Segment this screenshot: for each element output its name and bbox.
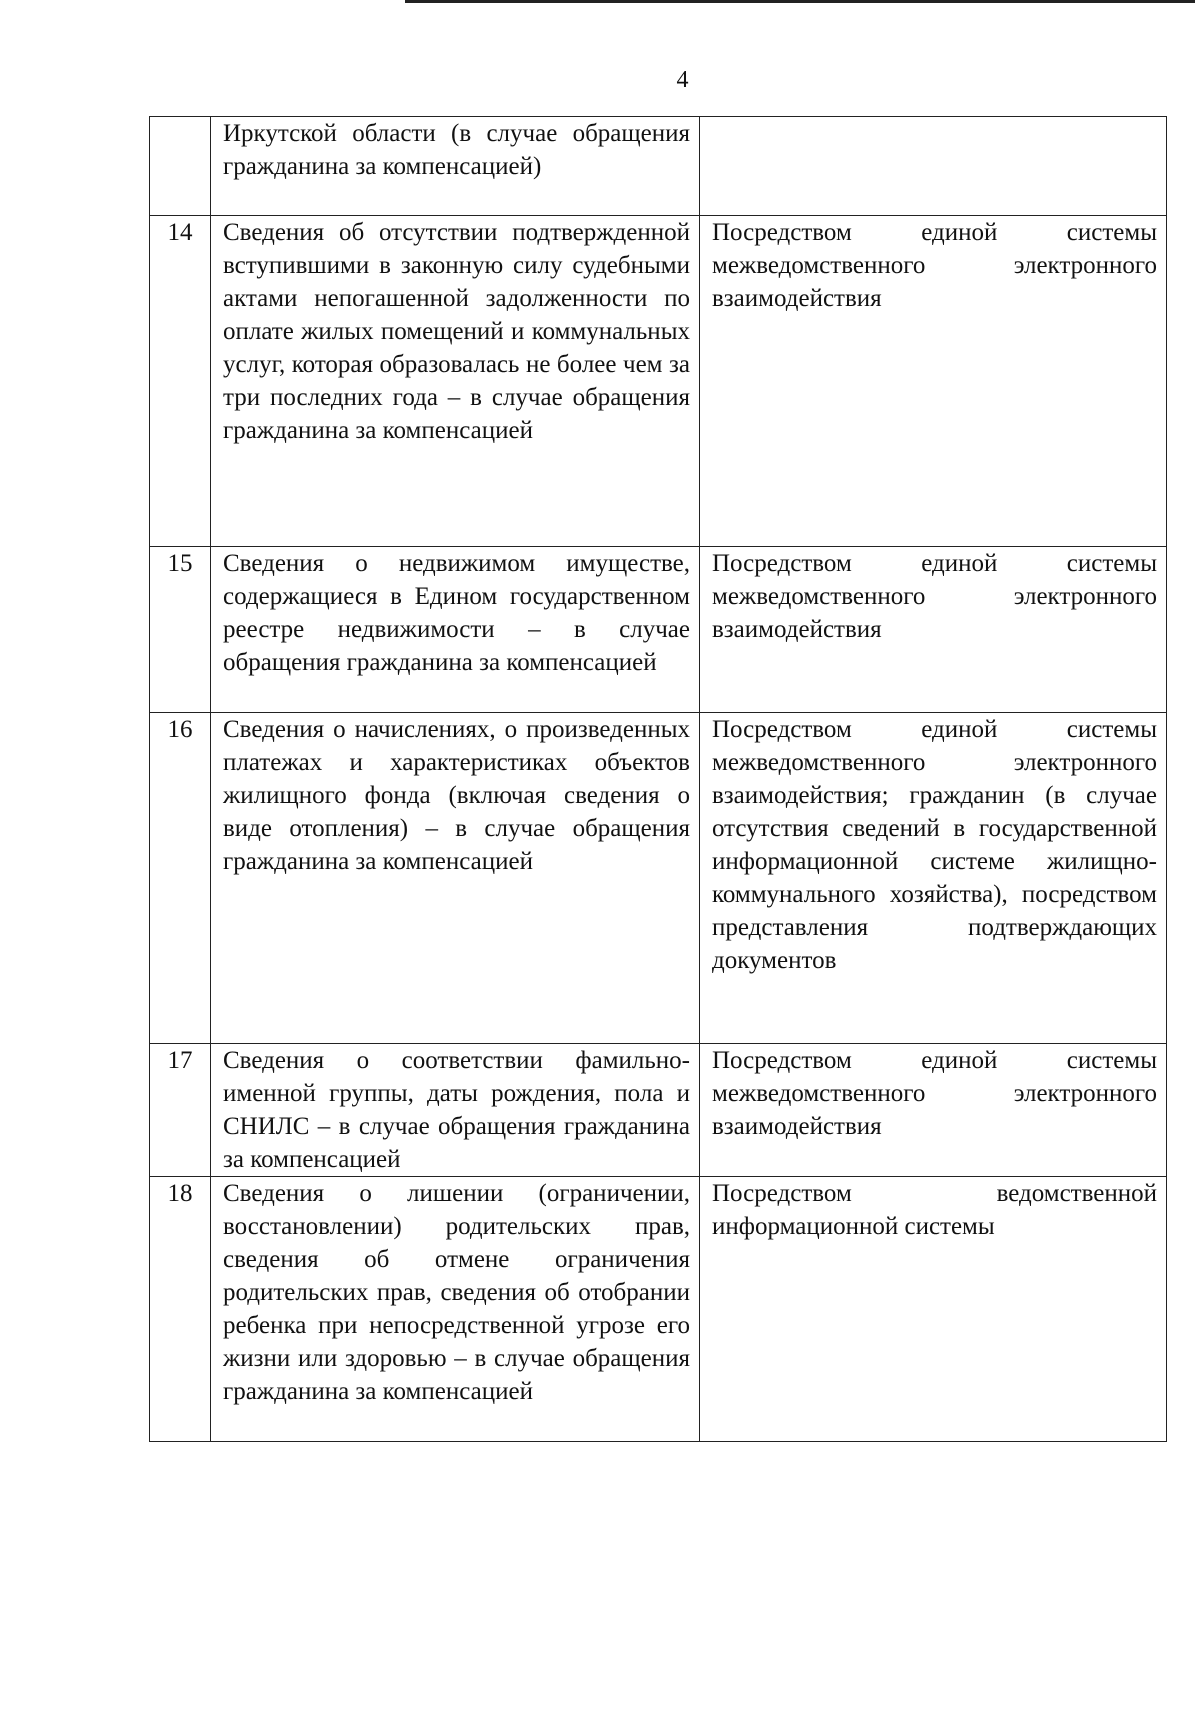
row-number: 18 xyxy=(150,1177,211,1442)
row-method: Посредством единой системы межведомственного электронного взаимодействия xyxy=(700,216,1167,547)
row-method: Посредством единой системы межведомственного электронного взаимодействия; гражданин (в случае отсутствия сведений в государственной информационной системе жилищно-коммунального хозяйства), посредством представления подтверждающих документов xyxy=(700,713,1167,1044)
row-method: Посредством единой системы межведомственного электронного взаимодействия xyxy=(700,547,1167,713)
row-description: Сведения о соответствии фамильно-именной группы, даты рождения, пола и СНИЛС – в случае обращения гражданина за компенсацией xyxy=(211,1044,700,1177)
table-row xyxy=(150,547,1167,713)
row-description: Сведения об отсутствии подтвержденной вступившими в законную силу судебными актами непогашенной задолженности по оплате жилых помещений и коммунальных услуг, которая образовалась не более чем за три последних года – в случае обращения гражданина за компенсацией xyxy=(211,216,700,547)
row-method: Посредством ведомственной информационной системы xyxy=(700,1177,1167,1442)
top-rule xyxy=(405,0,1195,3)
row-description: Сведения о начислениях, о произведенных платежах и характеристиках объектов жилищного фонда (включая сведения о виде отопления) – в случае обращения гражданина за компенсацией xyxy=(211,713,700,1044)
row-number: 14 xyxy=(150,216,211,547)
row-description: Сведения о недвижимом имуществе, содержащиеся в Едином государственном реестре недвижимости – в случае обращения гражданина за компенсацией xyxy=(211,547,700,713)
table-row xyxy=(150,713,1167,1044)
row-number: 17 xyxy=(150,1044,211,1177)
row-number: 16 xyxy=(150,713,211,1044)
document-table xyxy=(149,116,1167,1442)
table-row xyxy=(150,117,1167,216)
row-method: Посредством единой системы межведомственного электронного взаимодействия xyxy=(700,1044,1167,1177)
row-number xyxy=(150,117,211,216)
table-row xyxy=(150,216,1167,547)
row-description: Иркутской области (в случае обращения гражданина за компенсацией) xyxy=(211,117,700,216)
table-row xyxy=(150,1177,1167,1442)
row-method xyxy=(700,117,1167,216)
table-row xyxy=(150,1044,1167,1177)
page-number: 4 xyxy=(676,67,689,93)
row-description: Сведения о лишении (ограничении, восстановлении) родительских прав, сведения об отмене ограничения родительских прав, сведения об отобрании ребенка при непосредственной угрозе его жизни или здоровью – в случае обращения гражданина за компенсацией xyxy=(211,1177,700,1442)
row-number: 15 xyxy=(150,547,211,713)
